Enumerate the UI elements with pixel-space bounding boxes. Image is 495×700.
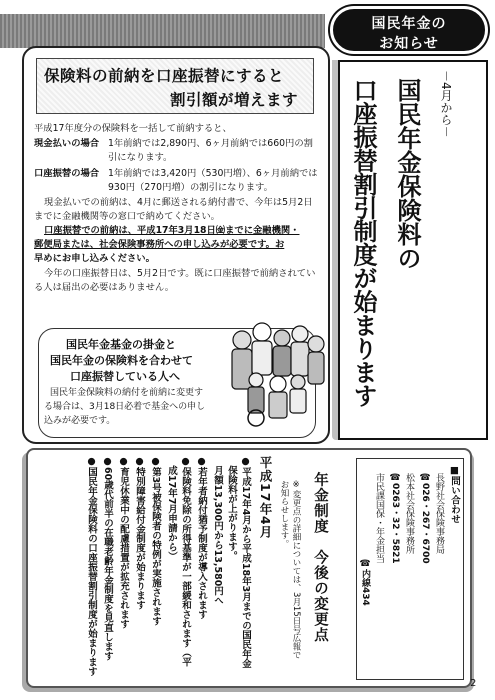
- contact-heading: ■問い合わせ: [449, 465, 460, 524]
- contact-office1: 長野社会保険事務局: [434, 473, 444, 554]
- contact-box: [356, 458, 464, 680]
- change-item-3b: 成17年7月申請から）: [166, 456, 177, 562]
- change-item-3: ●保険料免除の所得基準が一部緩和されます（平: [180, 456, 191, 667]
- fund-line2: 国民年金の保険料を合わせて: [50, 354, 193, 367]
- paragraph3-line1: 今年の口座振替日は、5月2日です。既に口座振替で前納されてい: [44, 268, 316, 279]
- change-item-5: ●特別障害給付金制度が始まります: [134, 456, 145, 610]
- badge-line2: お知らせ: [379, 36, 439, 52]
- notice-badge: [330, 6, 488, 54]
- cash-text2: 引になります。: [108, 152, 173, 163]
- top-banner: [0, 14, 325, 48]
- change-item-1: ●平成17年4月から平成18年3月までの国民年金: [240, 456, 251, 669]
- fund-line3: 口座振替している人へ: [70, 370, 180, 383]
- change-item-8: ●国民年金保険料の口座振替割引制度が始まります: [86, 456, 97, 676]
- cash-text1: 1年前納では2,890円、6ヶ月前納では660円の割: [108, 138, 313, 149]
- page-number: 2: [470, 678, 477, 689]
- transfer-text2: 930円（270円増）の割引になります。: [108, 182, 273, 193]
- changes-heading: 平成17年4月: [258, 456, 273, 540]
- vertical-title-panel: [338, 60, 488, 440]
- changes-note-line1: ※変更点の詳細については、3月15日号広報で: [291, 480, 301, 660]
- fund-body2: る場合は、3月18日必着で基金への申し: [44, 402, 206, 412]
- transfer-label: 口座振替の場合: [34, 168, 100, 179]
- fund-line1: 国民年金基金の掛金と: [66, 338, 176, 351]
- contact-tel2: ☎0263・32・5821: [390, 473, 400, 564]
- title-subheading: －4月から－: [439, 70, 453, 138]
- change-item-1b: 保険料が上がります。: [226, 456, 237, 561]
- badge-line1: 国民年金の: [371, 16, 447, 32]
- title-column2: 口座振替割引制度が始まります: [349, 78, 377, 407]
- change-item-2: ●若年者納付猶予制度が導入されます: [196, 456, 207, 619]
- changes-title: 年金制度 今後の変更点: [312, 472, 328, 643]
- title-column1: 国民年金保険料の: [393, 78, 421, 270]
- headline-line1: 保険料の前納を口座振替にすると: [44, 67, 285, 85]
- intro-text: 平成17年度分の保険料を一括して前納すると、: [34, 123, 232, 134]
- contact-tel1: ☎026・267・6700: [420, 473, 430, 564]
- changes-note-line2: お知らせします。: [279, 480, 289, 548]
- transfer-text1: 1年前納では3,420円（530円増）、6ヶ月前納では: [108, 168, 318, 179]
- fund-body3: 込みが必要です。: [44, 416, 116, 426]
- paragraph2-line1: 口座振替での前納は、平成17年3月18日㈮までに金融機関・: [44, 225, 300, 236]
- change-item-7: ●60歳代前半の在職老齢年金制度を見直します: [102, 456, 113, 661]
- cash-label: 現金払いの場合: [34, 138, 100, 149]
- contact-tel3: ☎内線434: [360, 559, 370, 606]
- paragraph1-line1: 現金払いでの前納は、4月に郵送される納付書で、今年は5月2日: [44, 197, 313, 208]
- contact-office2: 松本社会保険事務所: [404, 473, 414, 554]
- paragraph1-line2: までに金融機関等の窓口で納めてください。: [34, 211, 220, 222]
- change-item-4: ●第3号被保険者の特例が実施されます: [150, 456, 161, 626]
- paragraph2-line2: 郵便局または、社会保険事務所への申し込みが必要です。お: [34, 239, 285, 250]
- paragraph2-line3: 早めにお申し込みください。: [34, 253, 155, 264]
- headline-line2: 割引額が増えます: [170, 91, 299, 109]
- change-item-1c: 月額13,300円から13,580円へ: [212, 456, 223, 606]
- people-illustration: [226, 318, 326, 428]
- paragraph3-line2: る人は届出の必要はありません。: [34, 282, 175, 293]
- contact-office3: 市民課国保・年金担当: [374, 473, 384, 563]
- change-item-6: ●育児休業中の配慮措置が拡充されます: [118, 456, 129, 629]
- fund-body1: 国民年金保険料の納付を前納に変更す: [50, 388, 204, 398]
